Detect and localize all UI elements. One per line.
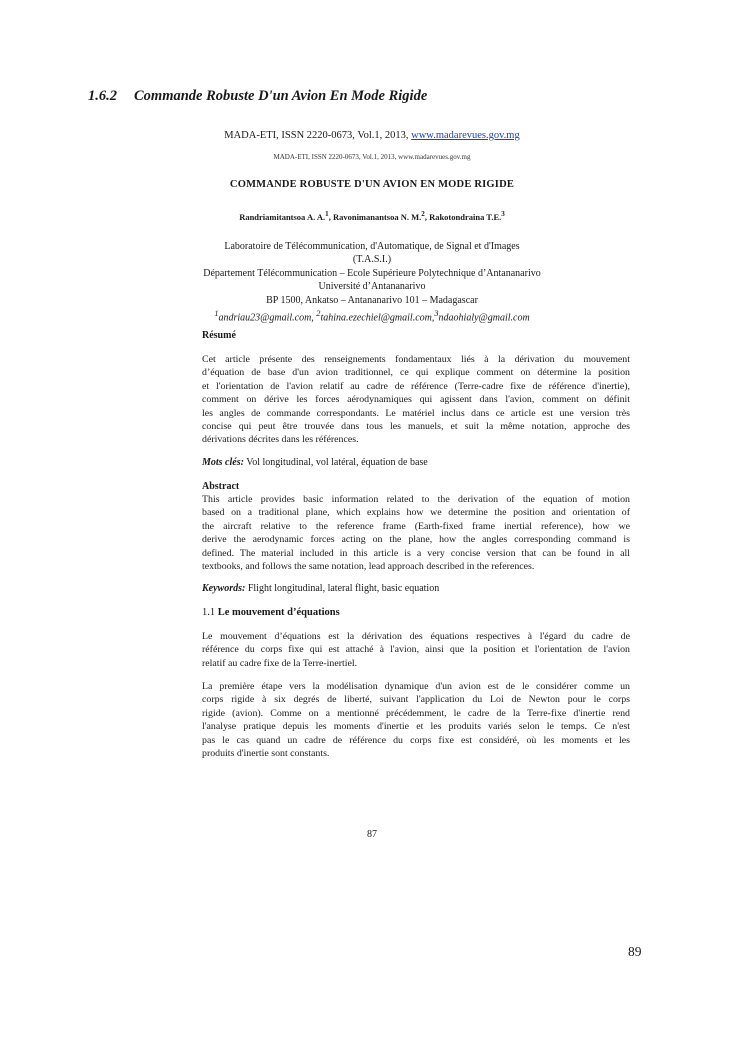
paragraph-line: Le mouvement d’équations est la dérivation des équations respectives à l'égard du cadre de (202, 631, 630, 642)
subsection-heading (202, 607, 340, 618)
body-paragraph-1 (202, 630, 630, 670)
paper-header: MADA-ETI, ISSN 2220-0673, Vol.1, 2013, www.madarevues.gov.mg (273, 153, 471, 161)
resume-heading: Résumé (202, 330, 236, 341)
embedded-paper-page (0, 148, 744, 848)
keywords-text: Flight longitudinal, lateral flight, basic equation (247, 583, 440, 594)
abstract-line: derive the aerodynamic forces acting on the plane, how the angles corresponding command is (202, 534, 630, 546)
resume-line: les angles de commande correspondants. Le matériel inclus dans ce article est une version très (202, 407, 630, 419)
paragraph-line: corps rigide à six degrés de liberté, suivant l'application du Loi de Newton pour le corps (202, 694, 630, 706)
paragraph-line: rigide (avion). Comme on a mentionné précédemment, le cadre de la Terre-fixe d'inertie rend (202, 707, 630, 719)
abstract-line: based on a traditional plane, which explains how we determine the position and orientation of (202, 507, 630, 519)
paragraph-line: produits d'inertie sont constants. (202, 748, 330, 760)
paragraph-line: l'analyse pratique depuis les moments d'inertie et les produits variés selon le temps. Ce n'est (202, 721, 630, 733)
section-title: Commande Robuste D'un Avion En Mode Rigide (134, 88, 428, 104)
resume-line: concise qui peut être trouvée dans tous les manuels, et suit la même notation, approche des (202, 421, 630, 433)
author-2: Ravonimanantsoa N. M. (332, 211, 422, 222)
abstract-heading: Abstract (202, 481, 240, 492)
abstract-paragraph (202, 493, 630, 573)
affiliation-block (180, 240, 564, 325)
abstract-line: This article provides basic information related to the derivation of the equation of motion (202, 494, 630, 505)
abstract-line: textbooks, and follows the same notation, lead approach described in the references. (202, 561, 535, 573)
resume-line: d’équation de base d'un avion traditionnel, ce qui explique comment on détermine la position (202, 367, 630, 379)
subsection-title: Le mouvement d’équations (217, 607, 340, 618)
resume-line: Cet article présente des renseignements fondamentaux liés à la dérivation du mouvement (202, 354, 630, 365)
resume-paragraph (202, 353, 630, 447)
paper-title: COMMANDE ROBUSTE D'UN AVION EN MODE RIGIDE (229, 179, 515, 190)
affiliation-line: (T.A.S.I.) (352, 254, 392, 266)
email-line: $^1$andriau23@gmail.com, $^2$tahina.ezechiel@gmail.com,$^3$ndaohialy@gmail.com (214, 309, 530, 324)
subsection-number: 1.1 (202, 607, 216, 618)
keywords-line (202, 583, 439, 594)
paragraph-line: pas le cas quand un cadre de référence du corps fixe est considéré, où les moments et les (202, 734, 630, 746)
author-3: Rakotondraina T.E. (429, 211, 502, 222)
paragraph-line: référence du corps fixe qui est attaché à l'avion, ainsi que la position et l'orientation de l'avion (202, 644, 630, 656)
keywords-label: Keywords: (202, 583, 246, 594)
email-3: ndaohialy@gmail.com (438, 312, 530, 324)
resume-line: comment on dérive les forces aérodynamiques qui agissent dans l'avion, comment on définit (202, 394, 630, 406)
email-2: tahina.ezechiel@gmail.com (320, 312, 432, 324)
abstract-line: defined. The material included in this article is a very concise version that can be found in all (202, 547, 630, 559)
page-number: 89 (628, 944, 642, 959)
affiliation-line: Laboratoire de Télécommunication, d'Automatique, de Signal et d'Images (224, 241, 520, 252)
paragraph-line: relatif au cadre fixe de la Terre-inertiel. (202, 657, 358, 669)
author-1: Randriamitantsoa A. A. (239, 211, 326, 222)
resume-line: dérivations décrites dans les références. (202, 434, 359, 446)
authors-line: Randriamitantsoa A. A.$^1$, Ravonimanantsoa N. M.$^2$, Rakotondraina T.E.$^3$ (239, 210, 505, 222)
citation-line (0, 130, 744, 141)
inner-page-number: 87 (367, 829, 377, 840)
abstract-line: the aircraft relative to the reference frame (Earth-fixed frame inertial reference), how we (202, 520, 630, 532)
mots-cles-line (202, 457, 428, 468)
affiliation-line: BP 1500, Ankatso – Antananarivo 101 – Madagascar (266, 294, 478, 306)
resume-line: et l'orientation de l'avion relatif au cadre de référence (Terre-cadre fixe de référence d'inertie), (202, 380, 630, 392)
paragraph-line: La première étape vers la modélisation dynamique d'un avion est de le considérer comme un (202, 681, 630, 692)
mots-cles-label: Mots clés: (202, 457, 244, 468)
email-1: andriau23@gmail.com (218, 312, 312, 324)
affiliation-line: Département Télécommunication – Ecole Supérieure Polytechnique d’Antananarivo (203, 267, 541, 279)
section-heading (88, 88, 427, 105)
citation-text: MADA-ETI, ISSN 2220-0673, Vol.1, 2013, (224, 130, 412, 141)
affiliation-line: Université d’Antananarivo (318, 281, 426, 293)
body-paragraph-2 (202, 680, 630, 760)
mots-cles-text: Vol longitudinal, vol latéral, équation de base (246, 457, 428, 468)
section-number: 1.6.2 (88, 88, 117, 104)
citation-link[interactable]: www.madarevues.gov.mg (411, 130, 520, 141)
